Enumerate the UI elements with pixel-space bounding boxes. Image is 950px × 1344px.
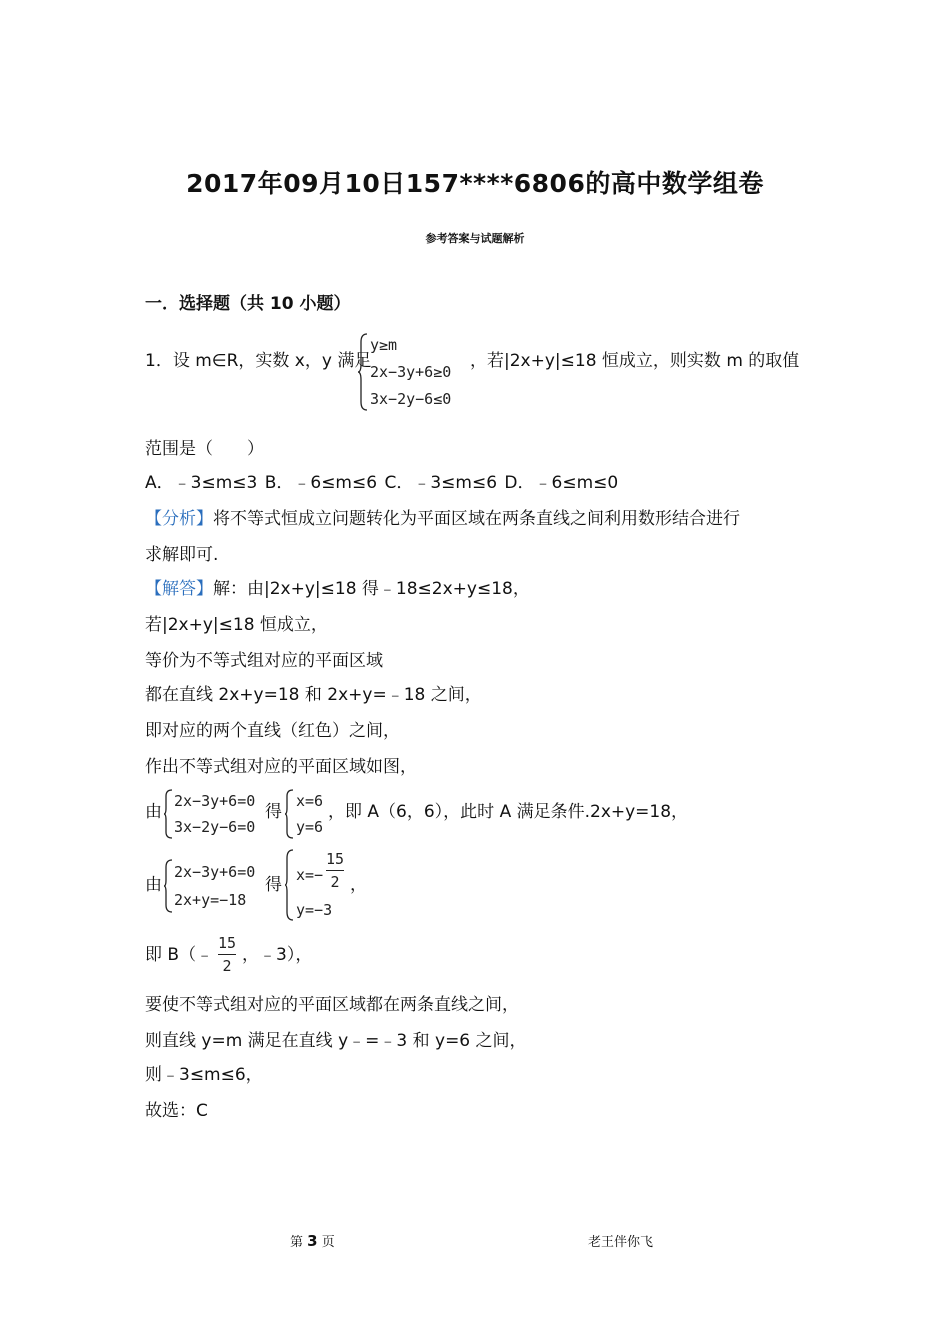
eq2-row-2: 2x+y=−18 (174, 891, 247, 909)
solution-after-1: 要使不等式组对应的平面区域都在两条直线之间， (145, 995, 519, 1015)
eq1-result-brace-icon (284, 788, 294, 840)
final-answer: 故选：C (145, 1101, 208, 1121)
eq1-mid: 得 (265, 802, 282, 822)
eq2-lead: 由 (145, 875, 162, 895)
constraint-3: 3x−2y−6≤0 (370, 390, 452, 408)
page-title: 2017年09月10日157****6806的高中数学组卷 (186, 169, 764, 198)
solution-after-3: 则﹣3≤m≤6， (145, 1065, 263, 1085)
eq2-brace-icon (163, 858, 173, 914)
page-subtitle: 参考答案与试题解析 (425, 232, 525, 245)
eq1-lead: 由 (145, 802, 162, 822)
eq2-row-1: 2x−3y+6=0 (174, 863, 256, 881)
pointb-fraction-denominator: 2 (222, 957, 232, 975)
solution-after-2: 则直线 y=m 满足在直线 y﹣=﹣3 和 y=6 之间， (145, 1031, 527, 1051)
solution-line-6: 作出不等式组对应的平面区域如图， (145, 757, 417, 777)
solution-tag: 【解答】 (145, 579, 213, 599)
analysis-text: 将不等式恒成立问题转化为平面区域在两条直线之间利用数形结合进行 (213, 509, 740, 529)
eq2-result-y: y=−3 (296, 901, 333, 919)
analysis-tag: 【分析】 (145, 509, 213, 529)
solution-text-1: 解：由|2x+y|≤18 得﹣18≤2x+y≤18， (213, 579, 530, 599)
page-suffix: 页 (321, 1235, 335, 1250)
section-heading: 一．选择题（共 10 小题） (145, 294, 351, 314)
question-condition: ，若|2x+y|≤18 恒成立，则实数 m 的取值 (470, 351, 800, 371)
question-intro: 1．设 m∈R，实数 x，y 满足 (145, 351, 372, 371)
eq1-result-y: y=6 (296, 818, 324, 836)
constraint-2: 2x−3y+6≥0 (370, 363, 452, 381)
page-number (290, 1231, 335, 1250)
constraint-system (370, 332, 451, 413)
page-prefix: 第 (290, 1235, 304, 1250)
eq2-mid: 得 (265, 875, 282, 895)
eq1-result (296, 788, 323, 840)
left-brace-icon (357, 332, 369, 412)
eq2-fraction (326, 850, 344, 891)
eq2-fraction-bar (326, 870, 344, 871)
question-continuation: 范围是（ ） (145, 439, 264, 459)
solution-line-4: 都在直线 2x+y=18 和 2x+y=﹣18 之间， (145, 685, 482, 705)
eq2-fraction-numerator: 15 (326, 850, 345, 868)
eq1-system (174, 788, 255, 840)
pointb-tail: ，﹣3）， (242, 945, 313, 965)
pointb-fraction-numerator: 15 (218, 934, 237, 952)
eq1-row-1: 2x−3y+6=0 (174, 792, 256, 810)
answer-options: A．﹣3≤m≤3 B．﹣6≤m≤6 C．﹣3≤m≤6 D．﹣6≤m≤0 (145, 473, 619, 493)
eq1-result-x: x=6 (296, 792, 324, 810)
eq2-fraction-denominator: 2 (330, 873, 340, 891)
analysis-line-2: 求解即可. (145, 545, 219, 565)
pointb-fraction (218, 934, 236, 975)
pointb-lead: 即 B（﹣ (145, 945, 214, 965)
eq1-row-2: 3x−2y−6=0 (174, 818, 256, 836)
constraint-1: y≥m (370, 336, 398, 354)
solution-line-3: 等价为不等式组对应的平面区域 (145, 651, 383, 671)
eq1-brace-icon (163, 788, 173, 840)
pointb-fraction-bar (218, 954, 236, 955)
eq2-tail: ， (350, 875, 367, 895)
eq1-tail: ，即 A（6，6），此时 A 满足条件.2x+y=18， (328, 802, 689, 822)
eq2-result-brace-icon (284, 848, 294, 922)
solution-line-2: 若|2x+y|≤18 恒成立， (145, 615, 328, 635)
analysis-line-1 (145, 508, 740, 530)
footer-author: 老王伴你飞 (588, 1235, 654, 1250)
page-num: 3 (307, 1232, 318, 1250)
solution-line-5: 即对应的两个直线（红色）之间， (145, 721, 400, 741)
eq2-system (174, 858, 255, 914)
eq2-result-x-prefix: x=− (296, 866, 324, 884)
solution-line-1 (145, 578, 530, 600)
